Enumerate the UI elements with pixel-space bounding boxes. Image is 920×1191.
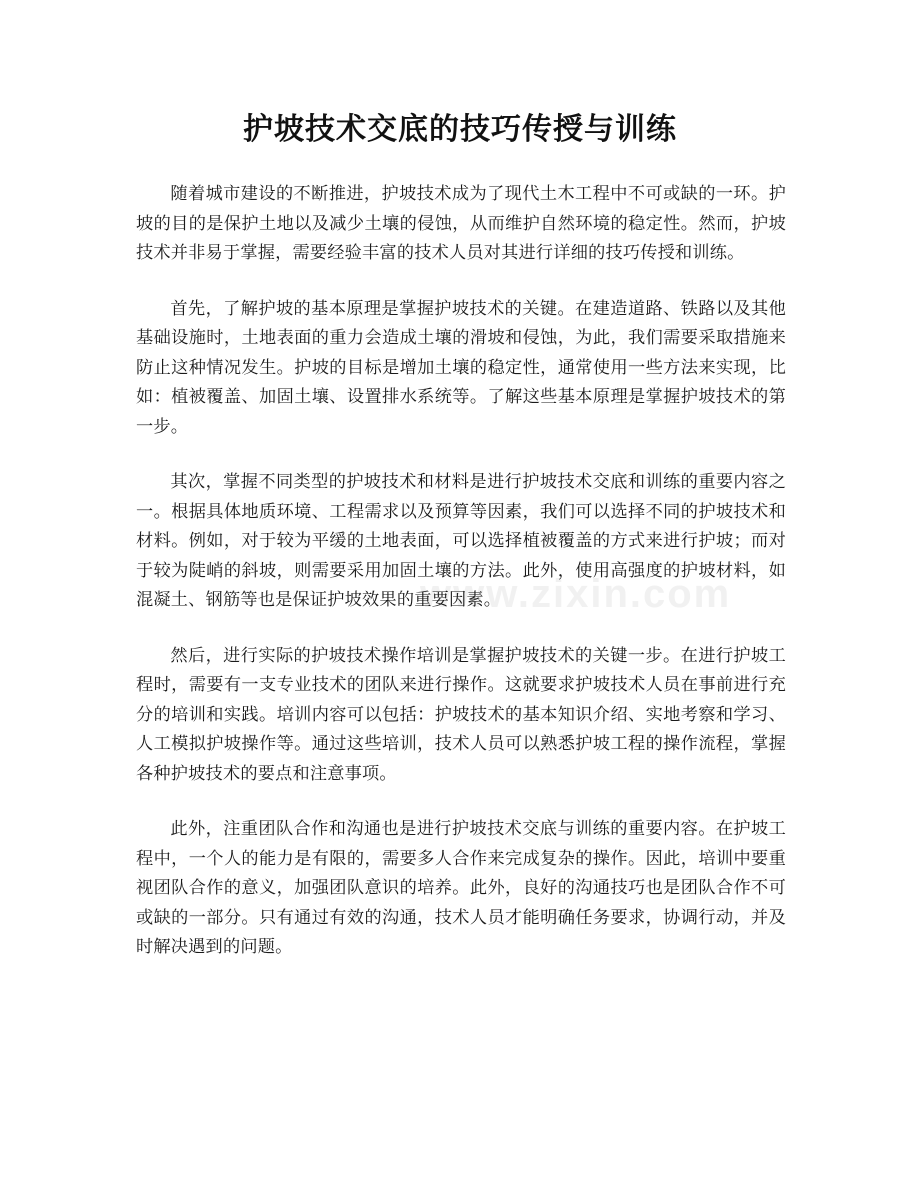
paragraph-4: 然后，进行实际的护坡技术操作培训是掌握护坡技术的关键一步。在进行护坡工程时，需要有一支专业技术的团队来进行操作。这就要求护坡技术人员在事前进行充分的培训和实践。培训内容可以包括：护坡技术的基本知识介绍、实地考察和学习、人工模拟护坡操作等。通过这些培训，技术人员可以熟悉护坡工程的操作流程，掌握各种护坡技术的要点和注意事项。 bbox=[136, 645, 786, 784]
document-title: 护坡技术交底的技巧传授与训练 bbox=[243, 112, 677, 147]
paragraph-2: 首先，了解护坡的基本原理是掌握护坡技术的关键。在建造道路、铁路以及其他基础设施时，土地表面的重力会造成土壤的滑坡和侵蚀，为此，我们需要采取措施来防止这种情况发生。护坡的目标是增加土壤的稳定性，通常使用一些方法来实现，比如：植被覆盖、加固土壤、设置排水系统等。了解这些基本原理是掌握护坡技术的第一步。 bbox=[136, 298, 786, 437]
paragraph-1: 随着城市建设的不断推进，护坡技术成为了现代土木工程中不可或缺的一环。护坡的目的是保护土地以及减少土壤的侵蚀，从而维护自然环境的稳定性。然而，护坡技术并非易于掌握，需要经验丰富的技术人员对其进行详细的技巧传授和训练。 bbox=[136, 184, 786, 263]
paragraph-5: 此外，注重团队合作和沟通也是进行护坡技术交底与训练的重要内容。在护坡工程中，一个人的能力是有限的，需要多人合作来完成复杂的操作。因此，培训中要重视团队合作的意义，加强团队意识的培养。此外，良好的沟通技巧也是团队合作不可或缺的一部分。只有通过有效的沟通，技术人员才能明确任务要求，协调行动，并及时解决遇到的问题。 bbox=[136, 819, 786, 957]
document-body bbox=[136, 180, 786, 989]
paragraph-3: 其次，掌握不同类型的护坡技术和材料是进行护坡技术交底和训练的重要内容之一。根据具体地质环境、工程需求以及预算等因素，我们可以选择不同的护坡技术和材料。例如，对于较为平缓的土地表面，可以选择植被覆盖的方式来进行护坡；而对于较为陡峭的斜坡，则需要采用加固土壤的方法。此外，使用高强度的护坡材料，如混凝土、钢筋等也是保证护坡效果的重要因素。 bbox=[136, 472, 786, 610]
watermark: www.zixin.com bbox=[420, 572, 732, 616]
